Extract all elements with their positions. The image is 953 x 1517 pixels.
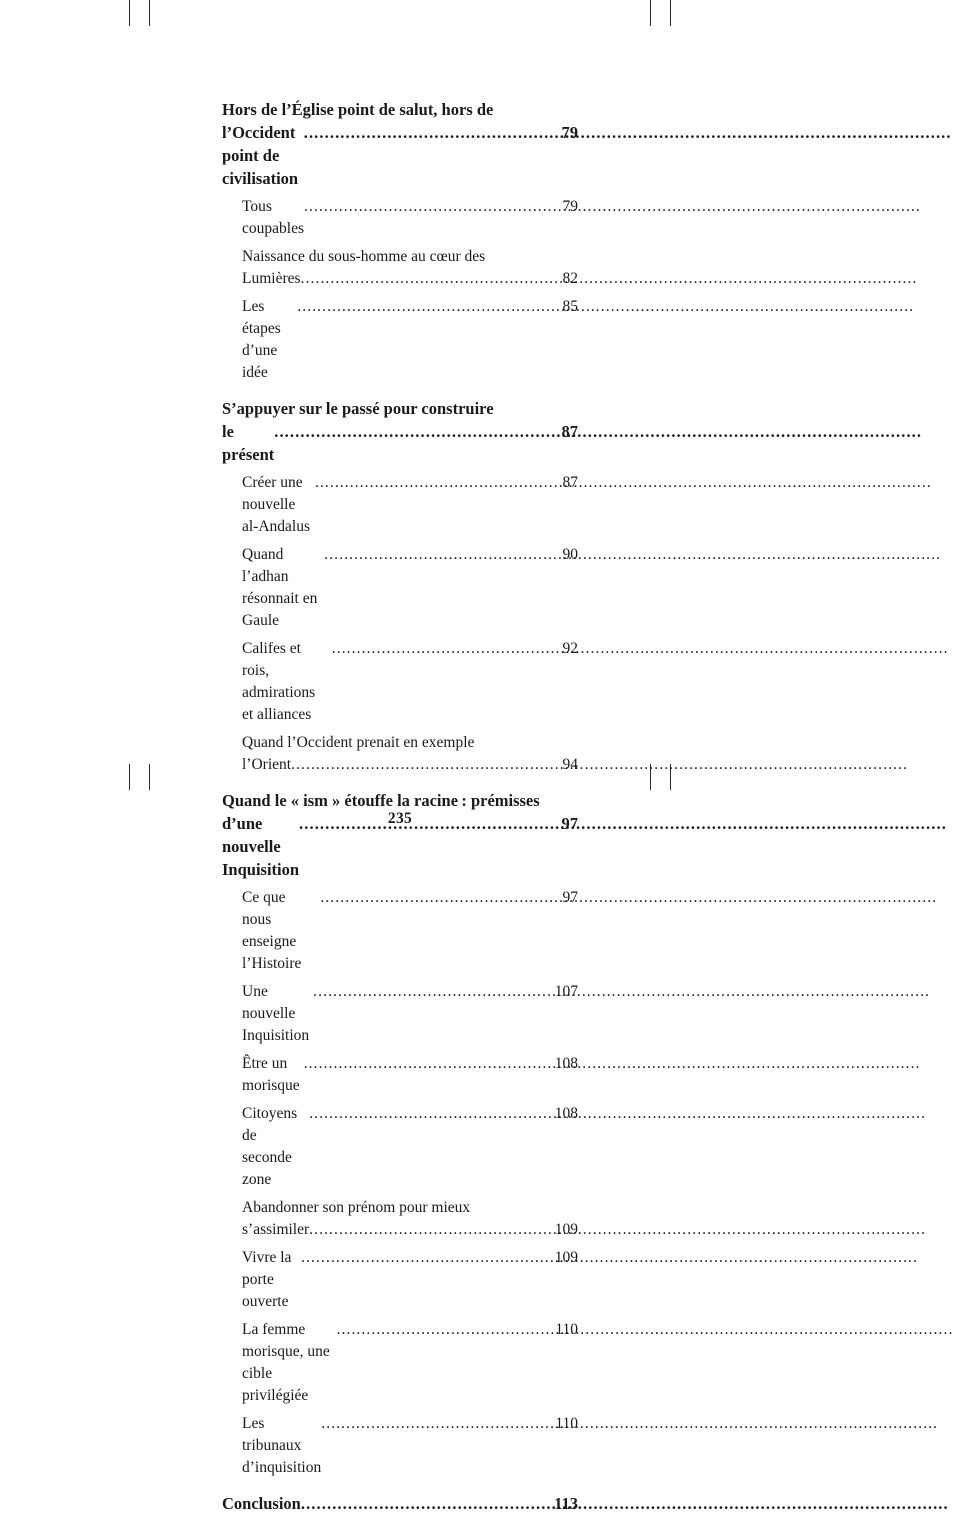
- toc-section-entry[interactable]: [242, 1247, 578, 1313]
- toc-entry-title: Califes et rois, admirations et alliances: [242, 640, 320, 723]
- toc-page-number: 110: [555, 1415, 578, 1432]
- toc-dot-leader: [304, 196, 552, 218]
- toc-entry-title-line: Naissance du sous-homme au cœur des: [242, 248, 486, 265]
- toc-page-number: 79: [562, 198, 578, 215]
- crop-mark-top-right-2: [670, 0, 671, 26]
- toc-entry-line: [222, 121, 578, 190]
- toc-entry-title: Vivre la porte ouverte: [242, 1249, 296, 1310]
- table-of-contents: [222, 98, 578, 1517]
- toc-chapter-entry[interactable]: [222, 98, 578, 190]
- toc-entry-title: Les tribunaux d’inquisition: [242, 1415, 322, 1476]
- toc-section-entry[interactable]: [242, 1319, 578, 1407]
- toc-dot-leader: [301, 268, 552, 290]
- toc-entry-title: l’Occident point de civilisation: [222, 123, 300, 188]
- toc-entry-line: [242, 196, 578, 240]
- toc-dot-leader: [332, 638, 552, 660]
- toc-entry-line: [242, 1413, 578, 1479]
- toc-entry-line: [242, 296, 578, 384]
- toc-entry-title: Citoyens de seconde zone: [242, 1105, 301, 1188]
- toc-entry-title-line: S’appuyer sur le passé pour construire: [222, 399, 494, 418]
- toc-entry-line: [242, 1319, 578, 1407]
- toc-dot-leader: [309, 1219, 552, 1241]
- toc-page-number: 94: [562, 756, 578, 773]
- toc-entry-line: [222, 420, 578, 466]
- toc-section-entry[interactable]: [242, 196, 578, 240]
- toc-entry-title: Quand l’adhan résonnait en Gaule: [242, 546, 322, 629]
- toc-section-entry[interactable]: [242, 472, 578, 538]
- toc-dot-leader: [309, 1103, 552, 1125]
- toc-dot-leader: [274, 420, 550, 443]
- toc-dot-leader: [315, 472, 552, 494]
- toc-entry-title: d’une nouvelle Inquisition: [222, 814, 300, 879]
- toc-chapter-entry[interactable]: [222, 1492, 578, 1515]
- toc-page-number: 109: [554, 1249, 578, 1266]
- toc-entry-title: Ce que nous enseigne l’Histoire: [242, 889, 302, 972]
- toc-page-number: 113: [554, 1494, 578, 1513]
- toc-chapter-entry[interactable]: [222, 397, 578, 466]
- crop-mark-top-left-1: [129, 0, 130, 26]
- toc-entry-line: [242, 472, 578, 538]
- toc-list: [222, 98, 578, 1515]
- toc-section-entry[interactable]: [242, 544, 578, 632]
- toc-entry-title: s’assimiler: [242, 1221, 310, 1238]
- toc-entry-title-line: Hors de l’Église point de salut, hors de: [222, 100, 494, 119]
- toc-entry-line: [242, 887, 578, 975]
- toc-entry-title-line: Quand le « ism » étouffe la racine : prémisses: [222, 791, 540, 810]
- toc-page-number: 87: [561, 422, 578, 441]
- toc-entry-title: l’Orient: [242, 756, 292, 773]
- toc-section-entry[interactable]: [242, 1413, 578, 1479]
- toc-section-entry[interactable]: [242, 296, 578, 384]
- toc-section-entry[interactable]: [242, 732, 578, 776]
- toc-entry-title: Être un morisque: [242, 1055, 300, 1094]
- toc-entry-line: [242, 268, 578, 290]
- toc-entry-line: [242, 981, 578, 1047]
- toc-entry-line: [242, 1103, 578, 1191]
- toc-page-number: 97: [561, 814, 578, 833]
- toc-dot-leader: [297, 296, 552, 318]
- toc-page-number: 92: [562, 640, 578, 657]
- toc-section-entry[interactable]: [242, 1197, 578, 1241]
- toc-section-entry[interactable]: [242, 638, 578, 726]
- toc-page-number: 109: [554, 1221, 578, 1238]
- toc-entry-line: [242, 1219, 578, 1241]
- toc-page-number: 82: [562, 270, 578, 287]
- toc-entry-title: Conclusion: [222, 1494, 301, 1513]
- toc-page-number: 97: [562, 889, 578, 906]
- toc-entry-title: Une nouvelle Inquisition: [242, 983, 310, 1044]
- toc-section-entry[interactable]: [242, 887, 578, 975]
- toc-dot-leader: [321, 1413, 552, 1435]
- toc-entry-title-line: Abandonner son prénom pour mieux: [242, 1199, 471, 1216]
- toc-entry-line: [242, 754, 578, 776]
- toc-page-number: 79: [561, 123, 578, 142]
- crop-mark-bottom-left-2: [149, 764, 150, 790]
- toc-entry-title: La femme morisque, une cible privilégiée: [242, 1321, 334, 1404]
- toc-page-number: 87: [562, 474, 578, 491]
- toc-dot-leader: [291, 754, 552, 776]
- toc-entry-line: [242, 544, 578, 632]
- toc-page-number: 108: [554, 1055, 578, 1072]
- crop-mark-bottom-left-1: [129, 764, 130, 790]
- toc-entry-line: [242, 638, 578, 726]
- toc-entry-line: [242, 1247, 578, 1313]
- page-folio: 235: [387, 810, 413, 827]
- toc-dot-leader: [337, 1319, 552, 1341]
- toc-section-entry[interactable]: [242, 1103, 578, 1191]
- toc-dot-leader: [301, 1492, 550, 1515]
- toc-dot-leader: [301, 1247, 552, 1269]
- toc-entry-title: Lumières: [242, 270, 301, 287]
- toc-entry-title: le présent: [222, 422, 275, 464]
- toc-dot-leader: [320, 887, 552, 909]
- toc-section-entry[interactable]: [242, 1053, 578, 1097]
- toc-entry-line: [222, 1492, 578, 1515]
- toc-page-number: 107: [554, 983, 578, 1000]
- toc-page-number: 85: [562, 298, 578, 315]
- toc-page-number: 108: [554, 1105, 578, 1122]
- toc-entry-title: Les étapes d’une idée: [242, 298, 285, 381]
- toc-dot-leader: [304, 121, 550, 144]
- toc-entry-title: Tous coupables: [242, 198, 304, 237]
- toc-chapter-entry[interactable]: [222, 789, 578, 881]
- toc-section-entry[interactable]: [242, 246, 578, 290]
- toc-dot-leader: [304, 1053, 552, 1075]
- toc-section-entry[interactable]: [242, 981, 578, 1047]
- toc-entry-title-line: Quand l’Occident prenait en exemple: [242, 734, 475, 751]
- crop-mark-top-right-1: [650, 0, 651, 26]
- toc-page-number: 90: [562, 546, 578, 563]
- toc-entry-title: Créer une nouvelle al-Andalus: [242, 474, 311, 535]
- crop-mark-top-left-2: [149, 0, 150, 26]
- toc-dot-leader: [324, 544, 552, 566]
- toc-page-number: 110: [555, 1321, 578, 1338]
- toc-entry-line: [242, 1053, 578, 1097]
- toc-dot-leader: [313, 981, 552, 1003]
